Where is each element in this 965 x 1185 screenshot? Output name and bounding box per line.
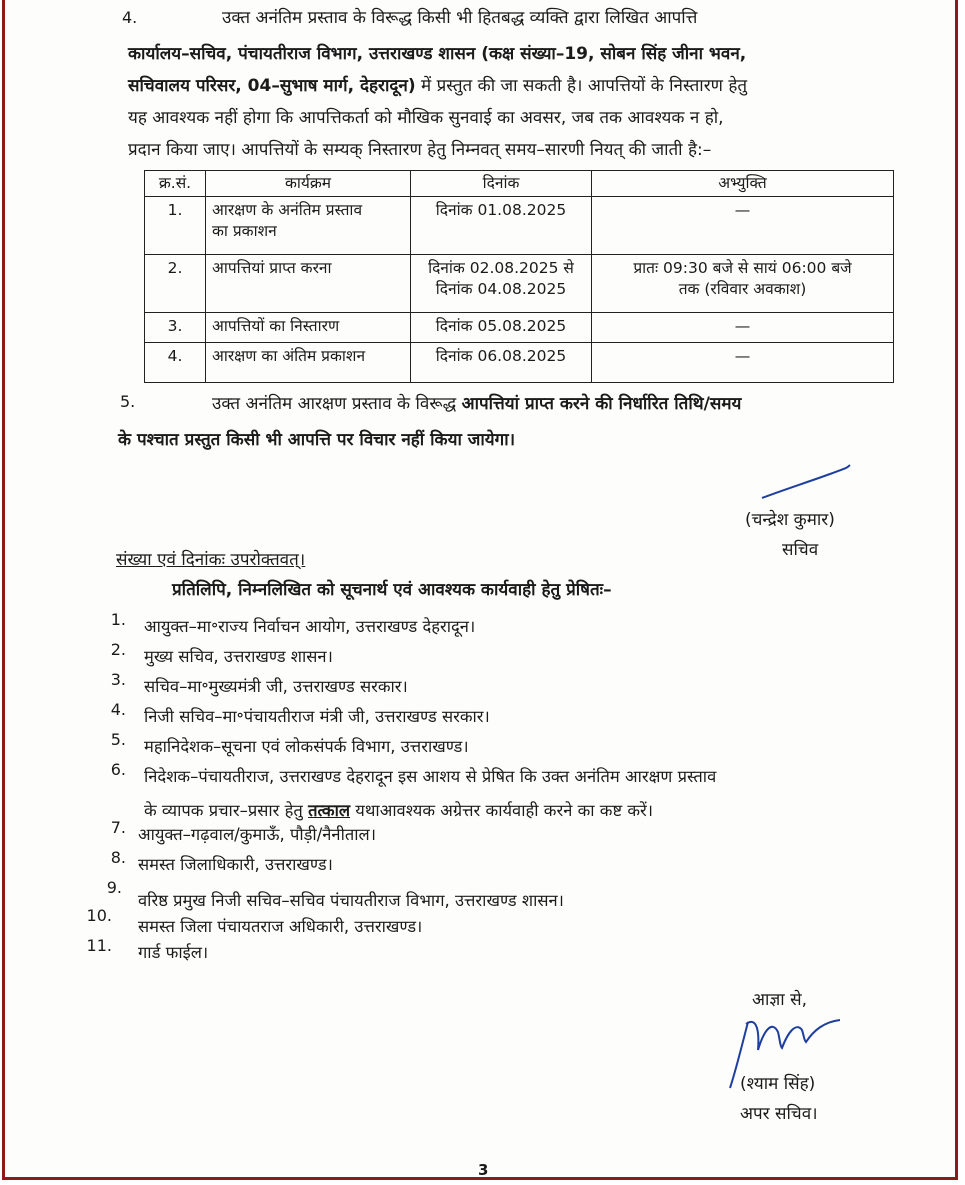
list-item: निदेशक–पंचायतीराज, उत्तराखण्ड देहरादून इस आशय से प्रेषित कि उक्त अनंतिम आरक्षण प्रस्ताव [144,767,717,786]
cell-program-line1: आपत्तियां प्राप्त करना [212,259,332,277]
schedule-table [144,170,894,383]
list-item: महानिदेशक–सूचना एवं लोकसंपर्क विभाग, उत्तराखण्ड। [144,737,469,756]
list-item-number: 9. [106,878,122,897]
para-5-line-1-bold: आपत्तियां प्राप्त करने की निर्धारित तिथि/समय [461,394,742,414]
table-row [145,255,894,313]
cell-program [206,255,411,313]
list-item: समस्त जिलाधिकारी, उत्तराखण्ड। [138,855,333,874]
list-item: आयुक्त–मा॰राज्य निर्वाचन आयोग, उत्तराखण्ड देहरादून। [144,617,476,636]
cell-program-line2: का प्रकाशन [212,222,277,240]
cell-date-line2: दिनांक 04.08.2025 [435,280,567,298]
cell-date [411,255,592,313]
para-4-line-5: प्रदान किया जाए। आपत्तियों के सम्यक् निस्तारण हेतु निम्नवत् समय–सारणी नियत् की जाती है:– [128,140,712,160]
cell-remark [592,343,894,383]
cell-date-line1: दिनांक 02.08.2025 से [428,259,574,277]
signatory-1-designation: सचिव [782,540,819,560]
list-item: वरिष्ठ प्रमुख निजी सचिव–सचिव पंचायतीराज विभाग, उत्तराखण्ड शासन। [138,891,564,910]
list-item: आयुक्त–गढ़वाल/कुमाऊँ, पौड़ी/नैनीताल। [138,825,376,844]
table-row [145,343,894,383]
cell-remark-line1: — [734,201,751,219]
list-item: मुख्य सचिव, उत्तराखण्ड शासन। [144,647,333,666]
cell-serial: 3. [145,313,206,343]
cell-date-line1: दिनांक 01.08.2025 [435,201,567,219]
cell-remark-line1: — [734,347,751,365]
list-item-number: 8. [110,848,126,867]
header-remark: अभ्युक्ति [592,171,894,197]
para-4-line-1: उक्त अनंतिम प्रस्ताव के विरूद्ध किसी भी हितबद्ध व्यक्ति द्वारा लिखित आपत्ति [222,8,698,28]
signature-mark-1 [758,462,853,502]
list-item-number: 10. [86,906,112,925]
para-4-line-3-bold: सचिवालय परिसर, 04–सुभाष मार्ग, देहरादून) [128,76,416,96]
copy-heading: प्रतिलिपि, निम्नलिखित को सूचनार्थ एवं आवश्यक कार्यवाही हेतु प्रेषितः– [172,580,612,600]
header-serial: क्र.सं. [145,171,206,197]
signatory-1-name: (चन्द्रेश कुमार) [745,510,835,530]
list-item-number: 5. [110,730,126,749]
table-row [145,197,894,255]
list-item-number: 7. [110,818,126,837]
cell-remark [592,313,894,343]
signatory-2-name: (श्याम सिंह) [740,1074,816,1094]
list-item-number: 2. [110,640,126,659]
para-5-line-1 [212,392,741,416]
para-4-number: 4. [122,8,138,27]
cell-serial: 1. [145,197,206,255]
para-4-line-3-rest: में प्रस्तुत की जा सकती है। आपत्तियों के निस्तारण हेतु [415,76,748,96]
cell-program [206,197,411,255]
list-item: सचिव–मा॰मुख्यमंत्री जी, उत्तराखण्ड सरकार। [144,677,408,696]
para-5-line-2: के पश्चात प्रस्तुत किसी भी आपत्ति पर विचार नहीं किया जायेगा। [118,430,516,450]
cell-program-line1: आरक्षण का अंतिम प्रकाशन [212,347,366,365]
para-5-line-1-plain: उक्त अनंतिम आरक्षण प्रस्ताव के विरूद्ध [212,394,462,414]
header-program: कार्यक्रम [206,171,411,197]
cell-remark-line1: — [734,317,751,335]
cell-date-line1: दिनांक 06.08.2025 [435,347,567,365]
cell-remark-line1: प्रातः 09:30 बजे से सायं 06:00 बजे [633,259,852,277]
cell-remark [592,255,894,313]
cell-program-line1: आरक्षण के अनंतिम प्रस्ताव [212,201,363,219]
cell-program-line1: आपत्तियों का निस्तारण [212,317,340,335]
para-4-line-4: यह आवश्यक नहीं होगा कि आपत्तिकर्ता को मौखिक सुनवाई का अवसर, जब तक आवश्यक न हो, [128,108,724,128]
list-item-6-post: यथाआवश्यक अग्रेत्तर कार्यवाही करने का कष्ट करें। [350,801,654,820]
cell-date-line1: दिनांक 05.08.2025 [435,317,567,335]
reference-line: संख्या एवं दिनांकः उपरोक्तवत्। [116,550,306,570]
table-row [145,313,894,343]
cell-program [206,313,411,343]
list-item-number: 6. [110,760,126,779]
header-date: दिनांक [411,171,592,197]
para-4-line-3 [128,74,747,98]
signatory-2-designation: अपर सचिव। [740,1104,818,1124]
cell-remark [592,197,894,255]
cell-serial: 2. [145,255,206,313]
list-item-number: 11. [86,936,112,955]
para-5-number: 5. [120,392,136,411]
cell-date [411,343,592,383]
list-item: समस्त जिला पंचायतराज अधिकारी, उत्तराखण्ड। [138,917,423,936]
list-item-6-pre: के व्यापक प्रचार–प्रसार हेतु [144,801,309,820]
cell-date [411,197,592,255]
list-item-number: 1. [110,610,126,629]
list-item: गार्ड फाईल। [138,943,209,962]
cell-program [206,343,411,383]
table-header-row [145,171,894,197]
list-item: निजी सचिव–मा॰पंचायतीराज मंत्री जी, उत्तराखण्ड सरकार। [144,707,490,726]
cell-remark-line2: तक (रविवार अवकाश) [678,280,807,298]
cell-serial: 4. [145,343,206,383]
list-item-continuation [144,798,653,821]
list-item-6-bold: तत्काल [308,801,351,820]
para-4-line-2: कार्यालय–सचिव, पंचायतीराज विभाग, उत्तराखण्ड शासन (कक्ष संख्या–19, सोबन सिंह जीना भवन, [128,44,747,64]
list-item-number: 4. [110,700,126,719]
list-item-number: 3. [110,670,126,689]
cell-date [411,313,592,343]
by-order-text: आज्ञा से, [752,990,807,1010]
page-number: 3 [478,1161,489,1179]
